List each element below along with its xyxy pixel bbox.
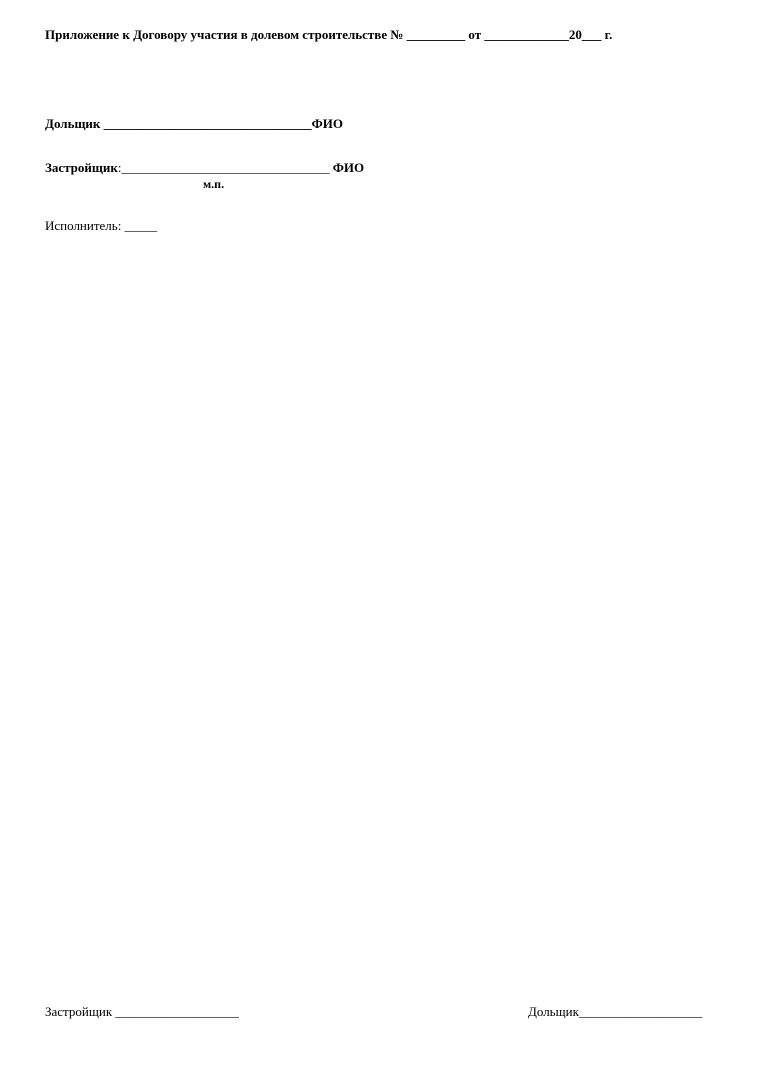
zastroyshchik-label: Застройщик (45, 160, 118, 175)
footer-zastroyshchik-signature: Застройщик ___________________ (45, 1004, 239, 1019)
stamp-label: м.п. (203, 177, 225, 191)
document-header: Приложение к Договору участия в долевом строительстве № _________ от _____________20___ г. (45, 27, 613, 42)
dolshchik-signature-line: Дольщик ________________________________ФИО (45, 116, 344, 131)
zastroyshchik-fio: ФИО (332, 160, 365, 175)
ispolnitel-line: Исполнитель: _____ (45, 218, 158, 233)
footer-dolshchik-signature: Дольщик___________________ (528, 1004, 703, 1019)
zastroyshchik-signature-line (45, 160, 364, 176)
zastroyshchik-rest: :________________________________ (117, 160, 333, 175)
